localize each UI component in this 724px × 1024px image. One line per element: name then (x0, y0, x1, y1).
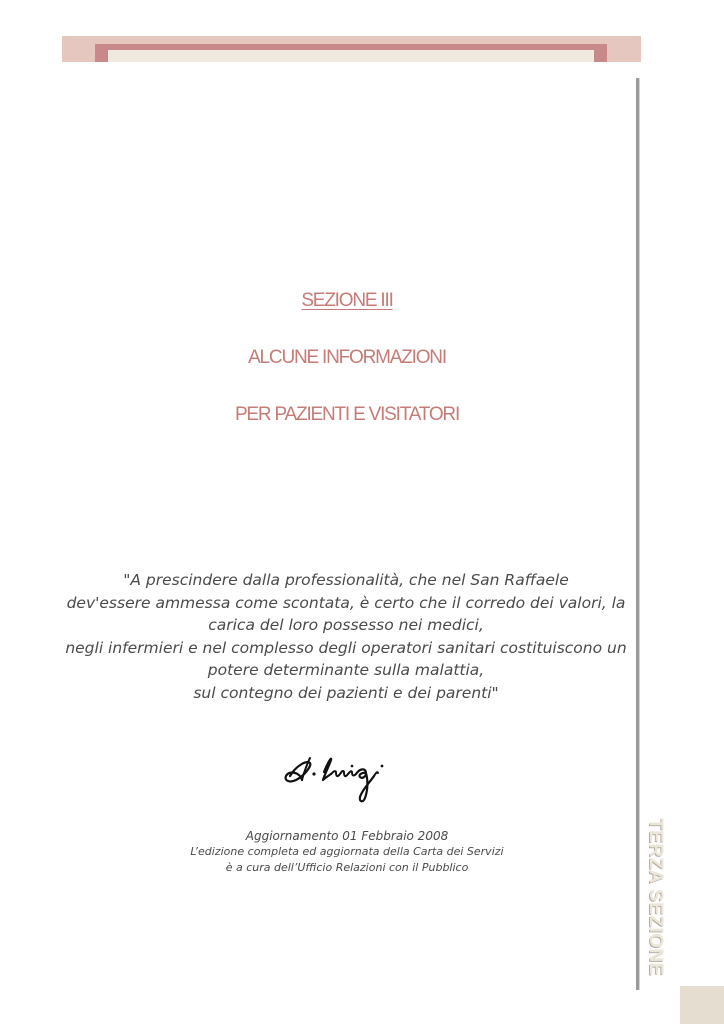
footer-block (150, 828, 544, 876)
right-margin-rule-highlight (639, 78, 640, 990)
quote-line: potere determinante sulla malattia, (207, 661, 485, 679)
quote-line: negli infermieri e nel complesso degli operatori sanitari costituiscono un (65, 638, 627, 657)
header-inner-fill (108, 50, 594, 62)
side-section-label: TERZA SEZIONE (645, 818, 666, 976)
quote-line: "A prescindere dalla professionalità, che nel San Raffaele (123, 571, 569, 589)
quote-line: dev'essere ammessa come scontata, è certo che il corredo dei valori, la (66, 593, 626, 612)
footer-line: L’edizione completa ed aggiornata della Carta dei Servizi (190, 845, 504, 858)
quote-line: carica del loro possesso nei medici, (208, 616, 484, 634)
section-title: SEZIONE III (301, 290, 393, 311)
section-subtitle-line-1: ALCUNE INFORMAZIONI (248, 347, 446, 368)
handwritten-signature (276, 746, 416, 812)
footer-line: è a cura dell’Ufficio Relazioni con il Pubblico (225, 861, 469, 874)
update-date: Aggiornamento 01 Febbraio 2008 (245, 829, 449, 843)
quote-block (60, 569, 632, 704)
page-number-box (680, 986, 724, 1024)
quote-line: sul contegno dei pazienti e dei parenti" (193, 683, 499, 702)
section-subtitle-line-2: PER PAZIENTI E VISITATORI (234, 404, 460, 425)
